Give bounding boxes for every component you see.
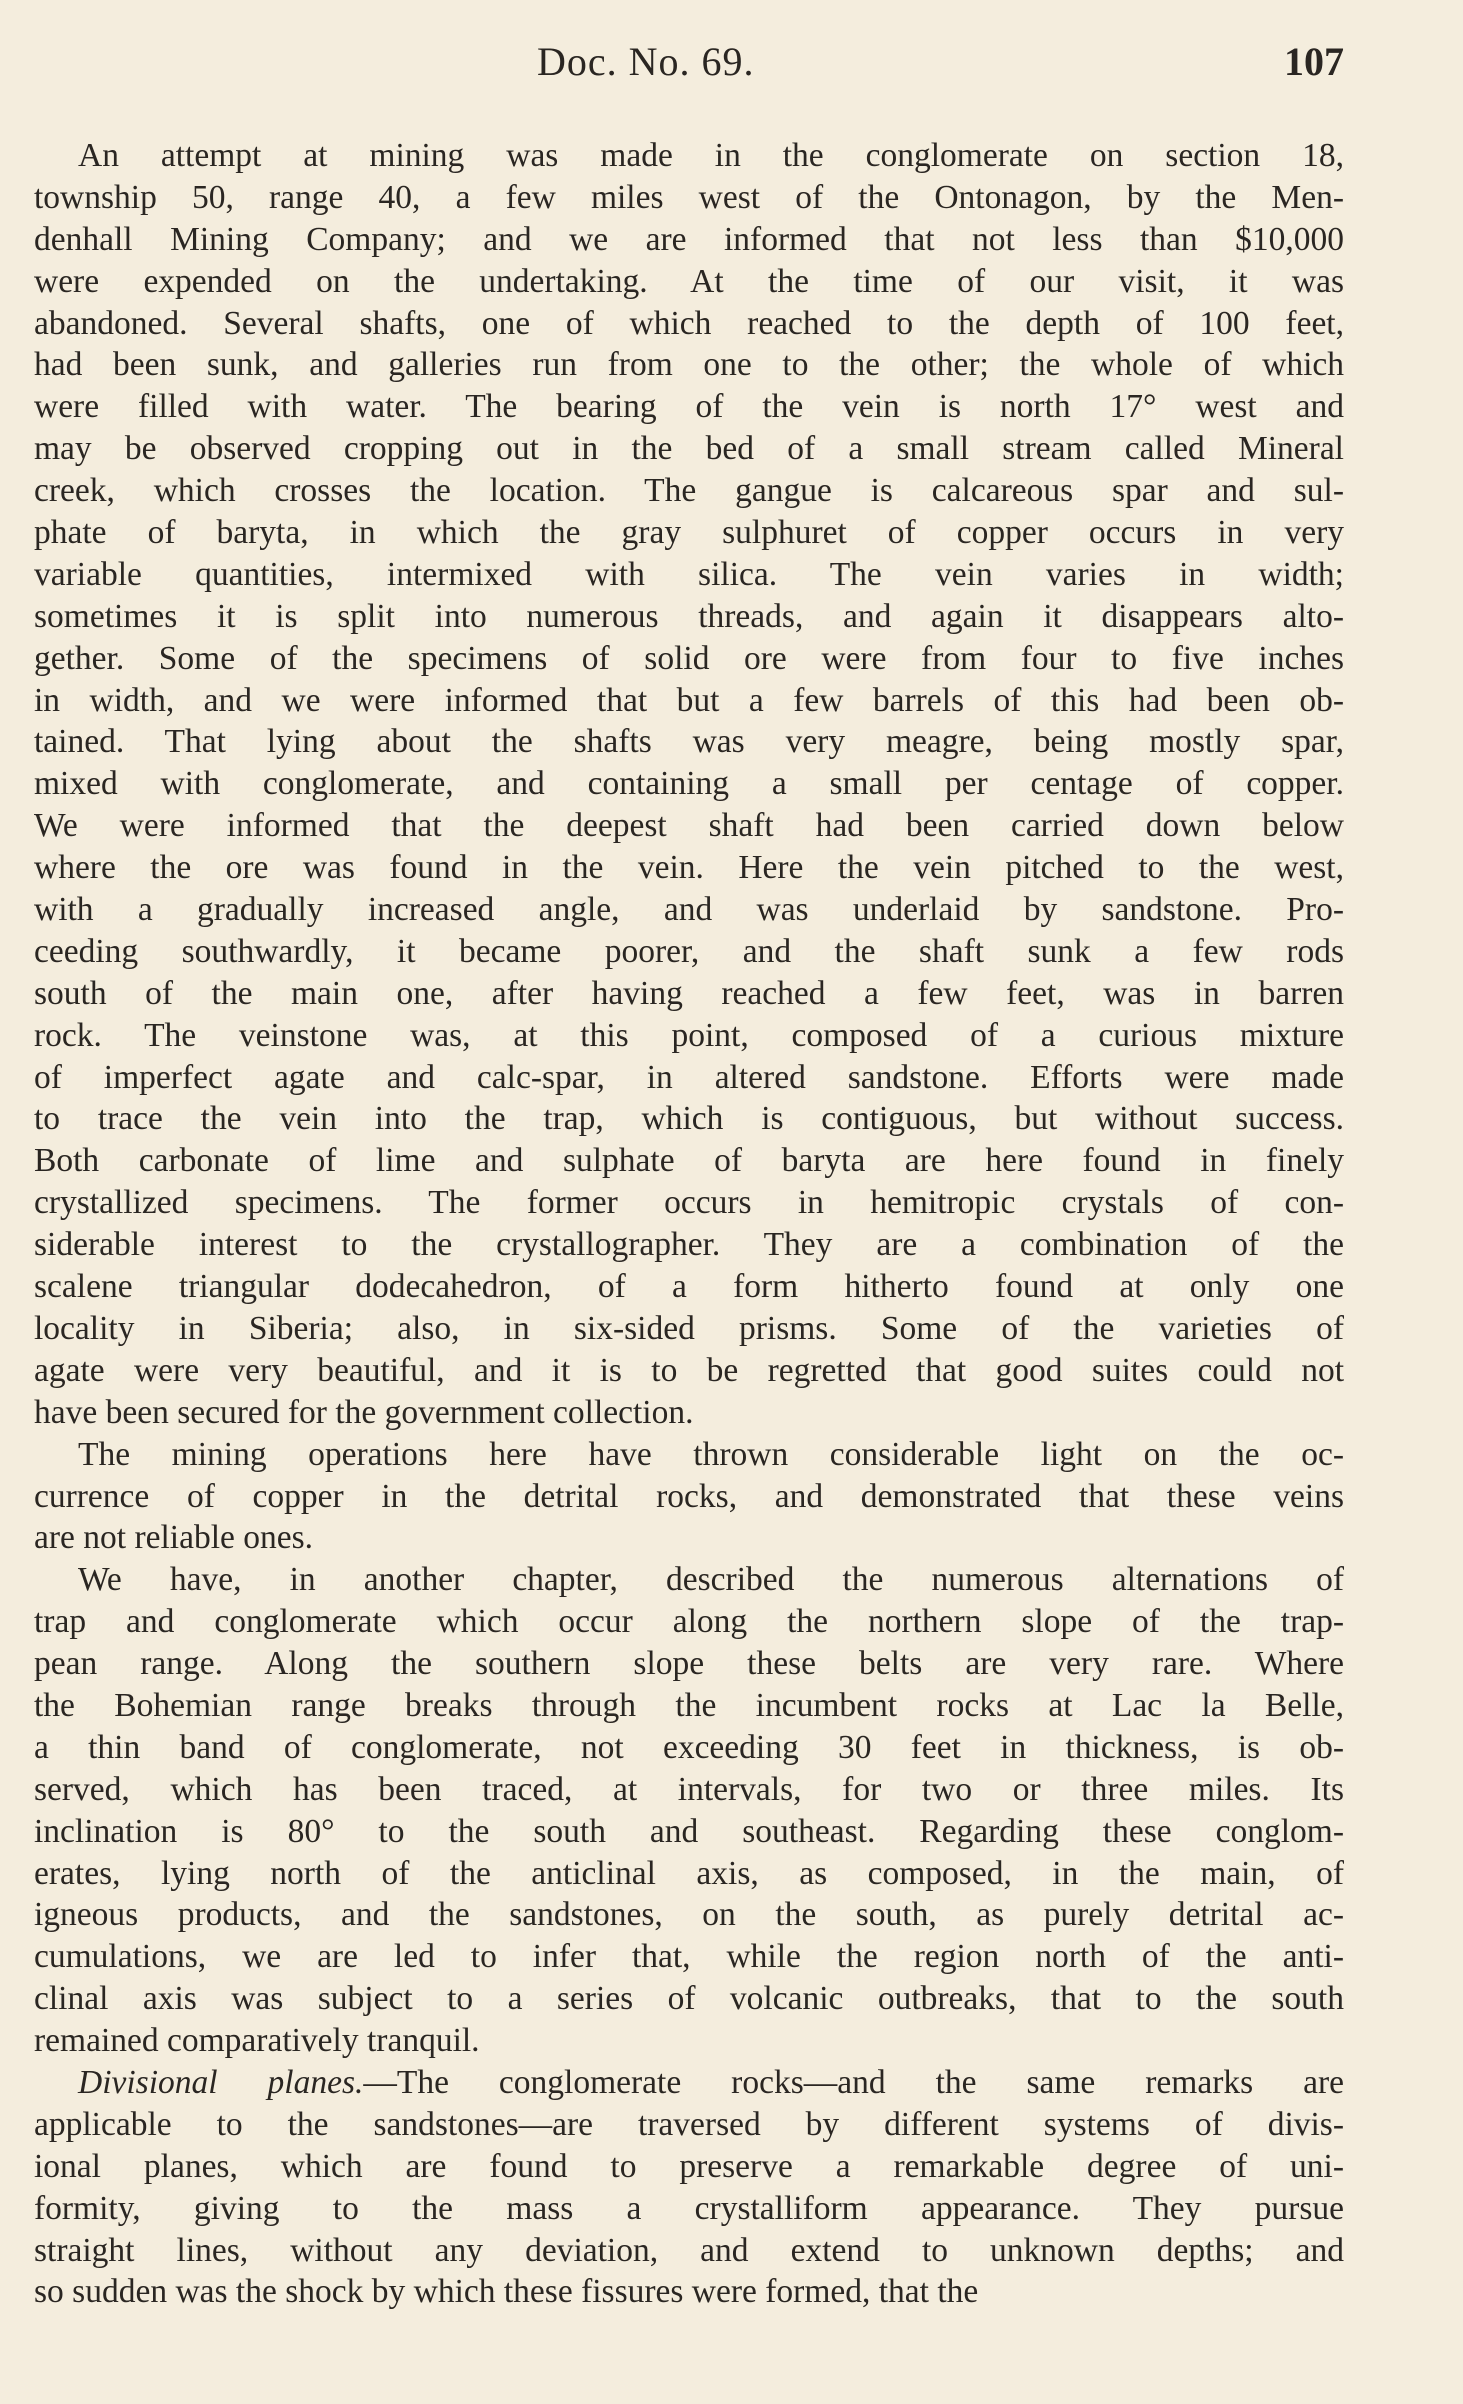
text-line: formity, giving to the mass a crystalliform appearance. They pursue — [34, 2189, 1344, 2227]
paragraph — [34, 1559, 1344, 2062]
text-line: were expended on the undertaking. At the time of our visit, it was — [34, 262, 1344, 300]
text-line: clinal axis was subject to a series of volcanic outbreaks, that to the south — [34, 1980, 1344, 2018]
text-line: currence of copper in the detrital rocks, and demonstrated that these veins — [34, 1477, 1344, 1515]
text-line: ceeding southwardly, it became poorer, and the shaft sunk a few rods — [34, 932, 1344, 970]
text-line: pean range. Along the southern slope these belts are very rare. Where — [34, 1645, 1344, 1683]
text-line: siderable interest to the crystallographer. They are a combination of the — [34, 1226, 1344, 1264]
text-line: sometimes it is split into numerous threads, and again it disappears alto- — [34, 597, 1344, 635]
text-line: were filled with water. The bearing of the vein is north 17° west and — [34, 388, 1344, 426]
text-line: may be observed cropping out in the bed of a small stream called Mineral — [34, 430, 1344, 468]
text-line: An attempt at mining was made in the conglomerate on section 18, — [78, 137, 1344, 174]
text-line: igneous products, and the sandstones, on the south, as purely detrital ac- — [34, 1896, 1344, 1934]
text-line: applicable to the sandstones—are traversed by different systems of divis- — [34, 2105, 1344, 2143]
text-line: remained comparatively tranquil. — [34, 2022, 480, 2060]
text-line: straight lines, without any deviation, and extend to unknown depths; and — [34, 2231, 1344, 2269]
paragraph — [34, 135, 1344, 1434]
body-text — [34, 135, 1344, 2313]
text-line: abandoned. Several shafts, one of which reached to the depth of 100 feet, — [34, 304, 1344, 342]
text-line: Both carbonate of lime and sulphate of baryta are here found in finely — [34, 1142, 1344, 1180]
text-line: township 50, range 40, a few miles west of the Ontonagon, by the Men- — [34, 178, 1344, 216]
text-line: are not reliable ones. — [34, 1519, 314, 1557]
text-line: ional planes, which are found to preserve a remarkable degree of uni- — [34, 2147, 1344, 2185]
lead-text: —The conglomerate rocks—and the same remarks are — [363, 2063, 1344, 2101]
page-number: 107 — [1284, 39, 1344, 84]
text-line: tained. That lying about the shafts was very meagre, being mostly spar, — [34, 723, 1344, 761]
text-line: served, which has been traced, at intervals, for two or three miles. Its — [34, 1770, 1344, 1808]
text-line: rock. The veinstone was, at this point, composed of a curious mixture — [34, 1016, 1344, 1054]
text-line: south of the main one, after having reached a few feet, was in barren — [34, 974, 1344, 1012]
section-heading: Divisional planes. — [78, 2063, 364, 2101]
text-line: so sudden was the shock by which these fissures were formed, that the — [34, 2273, 979, 2311]
text-line: of imperfect agate and calc-spar, in altered sandstone. Efforts were made — [34, 1058, 1344, 1096]
text-line: creek, which crosses the location. The gangue is calcareous spar and sul- — [34, 472, 1344, 510]
text-line: gether. Some of the specimens of solid ore were from four to five inches — [34, 639, 1344, 677]
text-line: denhall Mining Company; and we are informed that not less than $10,000 — [34, 220, 1344, 258]
text-line: a thin band of conglomerate, not exceeding 30 feet in thickness, is ob- — [34, 1728, 1344, 1766]
text-line: where the ore was found in the vein. Here the vein pitched to the west, — [34, 849, 1344, 887]
text-line: the Bohemian range breaks through the incumbent rocks at Lac la Belle, — [34, 1686, 1344, 1724]
text-line: to trace the vein into the trap, which is contiguous, but without success. — [34, 1100, 1344, 1138]
text-line: locality in Siberia; also, in six-sided prisms. Some of the varieties of — [34, 1309, 1344, 1347]
text-line: inclination is 80° to the south and southeast. Regarding these conglom- — [34, 1812, 1344, 1850]
text-line: variable quantities, intermixed with silica. The vein varies in width; — [34, 555, 1344, 593]
text-line: The mining operations here have thrown considerable light on the oc- — [78, 1435, 1344, 1473]
text-line: erates, lying north of the anticlinal axis, as composed, in the main, of — [34, 1854, 1344, 1892]
text-line: scalene triangular dodecahedron, of a form hitherto found at only one — [34, 1268, 1344, 1306]
paragraph — [34, 2062, 1344, 2313]
text-line: had been sunk, and galleries run from one to the other; the whole of which — [34, 346, 1344, 384]
text-line: trap and conglomerate which occur along the northern slope of the trap- — [34, 1603, 1344, 1641]
text-line: agate were very beautiful, and it is to be regretted that good suites could not — [34, 1351, 1344, 1389]
page-header — [32, 38, 1344, 98]
document-number: Doc. No. 69. — [537, 39, 755, 84]
text-line: cumulations, we are led to infer that, while the region north of the anti- — [34, 1938, 1344, 1976]
text-line: mixed with conglomerate, and containing a small per centage of copper. — [34, 765, 1344, 803]
text-line: have been secured for the government collection. — [34, 1393, 694, 1431]
text-line: crystallized specimens. The former occurs in hemitropic crystals of con- — [34, 1184, 1344, 1222]
paragraph — [34, 1434, 1344, 1560]
text-line: We were informed that the deepest shaft had been carried down below — [34, 807, 1344, 845]
text-line — [34, 2062, 1344, 2104]
text-line: phate of baryta, in which the gray sulphuret of copper occurs in very — [34, 514, 1344, 552]
text-line: We have, in another chapter, described the numerous alternations of — [78, 1561, 1344, 1599]
text-line: with a gradually increased angle, and was underlaid by sandstone. Pro- — [34, 891, 1344, 929]
text-line: in width, and we were informed that but a few barrels of this had been ob- — [34, 681, 1344, 719]
